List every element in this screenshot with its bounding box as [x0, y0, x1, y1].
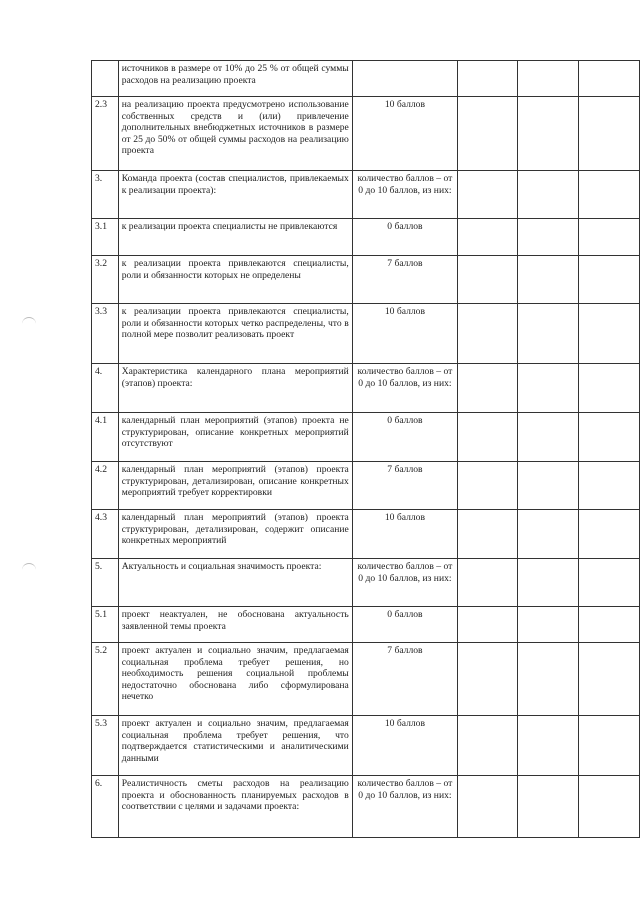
expert-score-cell [458, 510, 518, 559]
expert-score-cell [518, 643, 578, 716]
expert-score-cell [518, 256, 578, 304]
expert-score-cell [458, 413, 518, 462]
score-value: 0 баллов [352, 413, 457, 462]
table-row [92, 364, 640, 413]
score-value [352, 61, 457, 97]
expert-score-cell [518, 559, 578, 607]
criterion-description: источников в размере от 10% до 25 % от общей суммы расходов на реализацию проекта [118, 61, 352, 97]
expert-score-cell [578, 171, 639, 219]
row-number: 6. [92, 776, 119, 838]
row-number: 5.1 [92, 607, 119, 643]
score-value: 10 баллов [352, 304, 457, 364]
table-row [92, 304, 640, 364]
expert-score-cell [578, 462, 639, 510]
expert-score-cell [578, 304, 639, 364]
row-number [92, 61, 119, 97]
row-number: 4.1 [92, 413, 119, 462]
score-value: количество баллов – от 0 до 10 баллов, из них: [352, 364, 457, 413]
criteria-table-body [92, 61, 640, 838]
score-value: количество баллов – от 0 до 10 баллов, из них: [352, 559, 457, 607]
criteria-table [91, 60, 640, 838]
table-row [92, 559, 640, 607]
score-value: 10 баллов [352, 716, 457, 776]
expert-score-cell [518, 413, 578, 462]
table-row [92, 171, 640, 219]
expert-score-cell [458, 462, 518, 510]
expert-score-cell [518, 61, 578, 97]
expert-score-cell [458, 716, 518, 776]
score-value: 0 баллов [352, 607, 457, 643]
table-row [92, 462, 640, 510]
criterion-description: календарный план мероприятий (этапов) проекта структурирован, детализирован, содержит описание конкретных мероприятий [118, 510, 352, 559]
expert-score-cell [578, 559, 639, 607]
score-value: количество баллов – от 0 до 10 баллов, из них: [352, 171, 457, 219]
row-number: 3.2 [92, 256, 119, 304]
binding-hole-mark [22, 317, 36, 326]
row-number: 4.3 [92, 510, 119, 559]
expert-score-cell [458, 559, 518, 607]
expert-score-cell [518, 171, 578, 219]
table-row [92, 256, 640, 304]
expert-score-cell [518, 716, 578, 776]
expert-score-cell [458, 364, 518, 413]
criterion-description: к реализации проекта привлекаются специалисты, роли и обязанности которых четко распределены, что в полной мере позволит реализовать проект [118, 304, 352, 364]
expert-score-cell [518, 364, 578, 413]
expert-score-cell [578, 776, 639, 838]
expert-score-cell [458, 304, 518, 364]
criterion-description: проект неактуален, не обоснована актуальность заявленной темы проекта [118, 607, 352, 643]
table-row [92, 776, 640, 838]
expert-score-cell [578, 256, 639, 304]
table-row [92, 716, 640, 776]
table-row [92, 219, 640, 256]
criterion-description: календарный план мероприятий (этапов) проекта не структурирован, описание конкретных мероприятий отсутствуют [118, 413, 352, 462]
criterion-description: Актуальность и социальная значимость проекта: [118, 559, 352, 607]
expert-score-cell [578, 510, 639, 559]
expert-score-cell [458, 171, 518, 219]
row-number: 4. [92, 364, 119, 413]
score-value: 7 баллов [352, 462, 457, 510]
row-number: 3. [92, 171, 119, 219]
expert-score-cell [578, 716, 639, 776]
table-row [92, 643, 640, 716]
criterion-description: Реалистичность сметы расходов на реализацию проекта и обоснованность планируемых расходов в соответствии с целями и задачами проекта: [118, 776, 352, 838]
criterion-description: Характеристика календарного плана мероприятий (этапов) проекта: [118, 364, 352, 413]
row-number: 4.2 [92, 462, 119, 510]
score-value: количество баллов – от 0 до 10 баллов, из них: [352, 776, 457, 838]
expert-score-cell [578, 97, 639, 171]
row-number: 2.3 [92, 97, 119, 171]
row-number: 5.3 [92, 716, 119, 776]
expert-score-cell [458, 219, 518, 256]
expert-score-cell [518, 607, 578, 643]
criterion-description: на реализацию проекта предусмотрено использование собственных средств и (или) привлечение дополнительных внебюджетных источников в размере от 25 до 50% от общей суммы расходов на реализацию проекта [118, 97, 352, 171]
expert-score-cell [518, 304, 578, 364]
expert-score-cell [518, 510, 578, 559]
criterion-description: Команда проекта (состав специалистов, привлекаемых к реализации проекта): [118, 171, 352, 219]
row-number: 5. [92, 559, 119, 607]
expert-score-cell [578, 61, 639, 97]
criterion-description: проект актуален и социально значим, предлагаемая социальная проблема требует решения, что подтверждается статистическими и аналитическими данными [118, 716, 352, 776]
row-number: 3.1 [92, 219, 119, 256]
score-value: 7 баллов [352, 256, 457, 304]
table-row [92, 61, 640, 97]
row-number: 3.3 [92, 304, 119, 364]
score-value: 0 баллов [352, 219, 457, 256]
score-value: 10 баллов [352, 510, 457, 559]
score-value: 10 баллов [352, 97, 457, 171]
row-number: 5.2 [92, 643, 119, 716]
table-row [92, 510, 640, 559]
expert-score-cell [458, 256, 518, 304]
expert-score-cell [578, 607, 639, 643]
expert-score-cell [458, 61, 518, 97]
expert-score-cell [458, 643, 518, 716]
expert-score-cell [578, 643, 639, 716]
expert-score-cell [458, 776, 518, 838]
expert-score-cell [458, 607, 518, 643]
criterion-description: проект актуален и социально значим, предлагаемая социальная проблема требует решения, но необходимость решения социальной проблемы недостаточно обоснована либо сформулирована нечетко [118, 643, 352, 716]
expert-score-cell [518, 97, 578, 171]
binding-hole-mark [22, 563, 36, 572]
expert-score-cell [578, 364, 639, 413]
expert-score-cell [518, 776, 578, 838]
table-row [92, 413, 640, 462]
expert-score-cell [518, 462, 578, 510]
table-row [92, 607, 640, 643]
expert-score-cell [578, 219, 639, 256]
expert-score-cell [578, 413, 639, 462]
criterion-description: календарный план мероприятий (этапов) проекта структурирован, детализирован, описание конкретных мероприятий требует корректировки [118, 462, 352, 510]
score-value: 7 баллов [352, 643, 457, 716]
expert-score-cell [458, 97, 518, 171]
expert-score-cell [518, 219, 578, 256]
criterion-description: к реализации проекта привлекаются специалисты, роли и обязанности которых не определены [118, 256, 352, 304]
criterion-description: к реализации проекта специалисты не привлекаются [118, 219, 352, 256]
table-row [92, 97, 640, 171]
